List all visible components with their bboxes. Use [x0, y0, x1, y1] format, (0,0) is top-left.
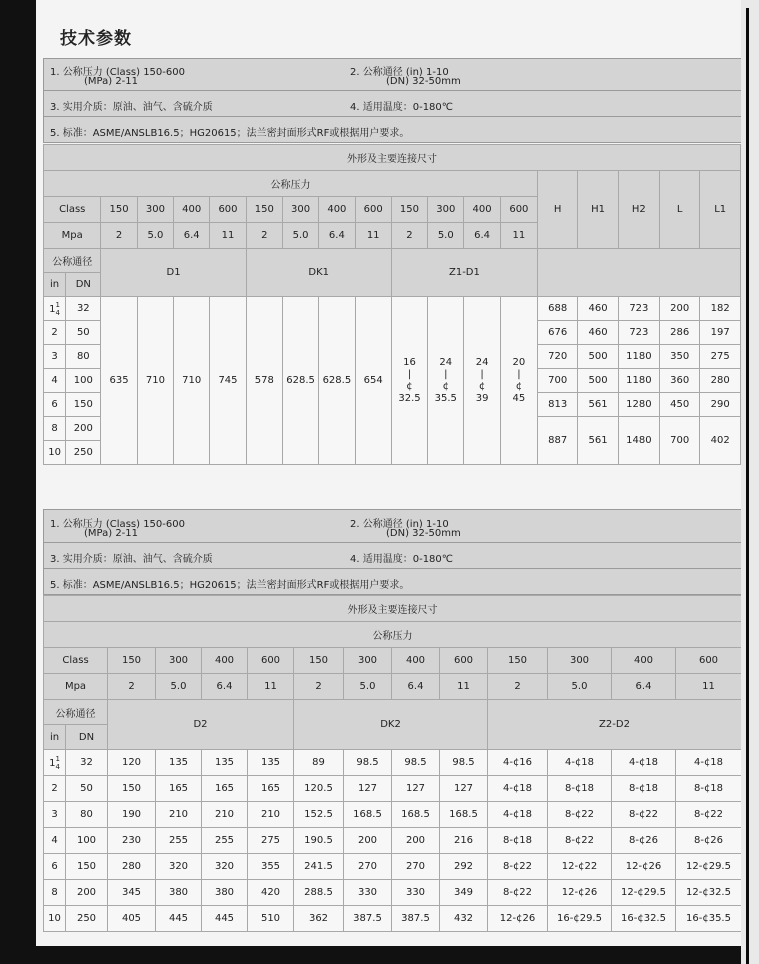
spec-block-1: [43, 58, 743, 143]
table2-mpa-cell: 2: [488, 674, 548, 700]
spec-row-standard: [44, 117, 742, 142]
table1-dn-cell: 150: [66, 393, 101, 417]
table2-class-label: Class: [44, 648, 108, 674]
table1-dim-cell: 1280: [618, 393, 659, 417]
table1-dim-cell: 500: [578, 345, 618, 369]
table2-value-cell: 380: [202, 880, 248, 906]
table-row: [44, 880, 742, 906]
table2-class-cell: 400: [612, 648, 676, 674]
table1-class-cell: 150: [391, 197, 427, 223]
table2-in-cell: 4: [44, 828, 66, 854]
table2-value-cell: 4-¢18: [548, 750, 612, 776]
spec-row-pressure: [44, 59, 742, 91]
table2-value-cell: 345: [108, 880, 156, 906]
z1-bar: |: [517, 368, 521, 380]
table2-value-cell: 255: [156, 828, 202, 854]
table-row: [44, 802, 742, 828]
table-row: [44, 750, 742, 776]
table2-class-cell: 600: [440, 648, 488, 674]
table2-dn-label: DN: [66, 725, 108, 750]
table-row: [44, 828, 742, 854]
table2-value-cell: 280: [108, 854, 156, 880]
table2-value-cell: 292: [440, 854, 488, 880]
table2-value-cell: 12-¢29.5: [612, 880, 676, 906]
table2-in-cell: 10: [44, 906, 66, 932]
table2-class-cell: 600: [676, 648, 742, 674]
table-row: [44, 776, 742, 802]
dimension-table-1: [43, 144, 741, 465]
table1-dim-cell: 561: [578, 417, 618, 465]
table-row: [44, 906, 742, 932]
table1-dim-cell: 200: [660, 297, 700, 321]
table1-in-cell: 6: [44, 393, 66, 417]
table2-value-cell: 8-¢26: [676, 828, 742, 854]
spec-row-standard: [44, 569, 742, 594]
table1-dim-cell: 700: [538, 369, 578, 393]
table2-mpa-cell: 5.0: [548, 674, 612, 700]
table2-value-cell: 12-¢32.5: [676, 880, 742, 906]
table1-dim-cell: 723: [618, 297, 659, 321]
table1-class-cell: 300: [282, 197, 318, 223]
spec-pressure: 1. 公称压力 (Class) 150-600: [50, 519, 185, 530]
table1-dim-cell: 1180: [618, 345, 659, 369]
table2-mpa-cell: 11: [440, 674, 488, 700]
table2-value-cell: 150: [108, 776, 156, 802]
table2-group-dk2: DK2: [294, 700, 488, 750]
spec-temp: 4. 适用温度：0-180℃: [350, 554, 454, 565]
table1-class-cell: 600: [210, 197, 246, 223]
table2-value-cell: 255: [202, 828, 248, 854]
table2-in-cell: 8: [44, 880, 66, 906]
table1-dn-label: DN: [66, 273, 101, 297]
table1-d1-cell: 710: [137, 297, 173, 465]
table2-value-cell: 387.5: [344, 906, 392, 932]
spec-pressure: 1. 公称压力 (Class) 150-600: [50, 67, 185, 78]
table2-in-cell: 11 4: [44, 750, 66, 776]
table2-value-cell: 16-¢35.5: [676, 906, 742, 932]
table2-value-cell: 241.5: [294, 854, 344, 880]
table2-value-cell: 4-¢18: [488, 776, 548, 802]
table1-dim-cell: 720: [538, 345, 578, 369]
table1-mpa-cell: 6.4: [174, 223, 210, 249]
table1-dk1-cell: 578: [246, 297, 282, 465]
table1-dim-cell: 676: [538, 321, 578, 345]
spec-diameter: 2. 公称通径 (in) 1-10: [350, 519, 449, 530]
table1-dk1-cell: 628.5: [319, 297, 355, 465]
table1-dn-cell: 200: [66, 417, 101, 441]
table2-dn-cell: 50: [66, 776, 108, 802]
spec-standard: 5. 标准：ASME/ANSLB16.5；HG20615；法兰密封面形式RF或根据用户要求。: [50, 128, 410, 139]
table2-mpa-cell: 6.4: [202, 674, 248, 700]
spec-row-media: [44, 91, 742, 117]
table2-value-cell: 168.5: [440, 802, 488, 828]
page-edge-line: [746, 8, 749, 964]
z1-bar: |: [480, 368, 484, 380]
table2-value-cell: 275: [248, 828, 294, 854]
table2-value-cell: 8-¢18: [612, 776, 676, 802]
table1-d1-cell: 710: [174, 297, 210, 465]
table2-class-cell: 400: [392, 648, 440, 674]
table2-value-cell: 16-¢29.5: [548, 906, 612, 932]
table2-mpa-cell: 2: [108, 674, 156, 700]
table1-dn-cell: 32: [66, 297, 101, 321]
table1-mpa-cell: 6.4: [464, 223, 500, 249]
table1-group-dk1: DK1: [246, 249, 391, 297]
table1-dim-cell: 360: [660, 369, 700, 393]
table2-value-cell: 135: [202, 750, 248, 776]
table2-value-cell: 8-¢18: [676, 776, 742, 802]
table2-value-cell: 330: [344, 880, 392, 906]
table1-h1-header: H1: [578, 171, 618, 249]
table2-mpa-cell: 11: [676, 674, 742, 700]
table2-value-cell: 210: [248, 802, 294, 828]
dimension-table-2: [43, 595, 742, 932]
table2-dn-cell: 100: [66, 828, 108, 854]
table2-value-cell: 190: [108, 802, 156, 828]
table2-value-cell: 8-¢22: [676, 802, 742, 828]
table1-dim-cell: 723: [618, 321, 659, 345]
table2-in-label: in: [44, 725, 66, 750]
table2-in-cell: 2: [44, 776, 66, 802]
table2-value-cell: 320: [156, 854, 202, 880]
table1-in-cell: 3: [44, 345, 66, 369]
table1-in-cell: 10: [44, 441, 66, 465]
table2-class-cell: 150: [108, 648, 156, 674]
table1-class-cell: 300: [137, 197, 173, 223]
table2-class-cell: 600: [248, 648, 294, 674]
table2-value-cell: 8-¢22: [612, 802, 676, 828]
table1-dim-cell: 280: [700, 369, 741, 393]
spec-pressure-mpa: (MPa) 2-11: [84, 528, 139, 539]
table2-value-cell: 4-¢18: [612, 750, 676, 776]
table1-dim-cell: 350: [660, 345, 700, 369]
table2-value-cell: 16-¢32.5: [612, 906, 676, 932]
z1-bar: |: [407, 368, 412, 380]
table1-class-cell: 600: [500, 197, 537, 223]
table1-dim-cell: 460: [578, 297, 618, 321]
table1-dim-cell: 290: [700, 393, 741, 417]
spec-row-pressure: [44, 510, 742, 543]
table2-value-cell: 445: [156, 906, 202, 932]
table1-dim-cell: 561: [578, 393, 618, 417]
table2-value-cell: 168.5: [344, 802, 392, 828]
table2-value-cell: 445: [202, 906, 248, 932]
table2-value-cell: 8-¢18: [548, 776, 612, 802]
z1-bottom: 45: [512, 392, 526, 404]
table2-value-cell: 510: [248, 906, 294, 932]
table1-class-cell: 150: [101, 197, 137, 223]
table1-in-cell: 11 4: [44, 297, 66, 321]
spec-diameter-dn: (DN) 32-50mm: [386, 76, 461, 87]
spec-temp: 4. 适用温度：0-180℃: [350, 102, 454, 113]
table2-value-cell: 8-¢22: [548, 802, 612, 828]
table2-value-cell: 12-¢26: [488, 906, 548, 932]
table2-value-cell: 380: [156, 880, 202, 906]
table1-z1-cell: [500, 297, 537, 465]
table2-value-cell: 362: [294, 906, 344, 932]
table1-mpa-cell: 2: [246, 223, 282, 249]
table2-value-cell: 405: [108, 906, 156, 932]
table2-value-cell: 98.5: [440, 750, 488, 776]
table1-dk1-cell: 654: [355, 297, 391, 465]
table1-d1-cell: 635: [101, 297, 137, 465]
table2-value-cell: 12-¢26: [548, 880, 612, 906]
table2-value-cell: 230: [108, 828, 156, 854]
table1-dim-cell: 887: [538, 417, 578, 465]
table1-pressure-label: 公称压力: [44, 171, 538, 197]
table2-value-cell: 355: [248, 854, 294, 880]
table2-value-cell: 135: [248, 750, 294, 776]
table2-value-cell: 8-¢18: [488, 828, 548, 854]
table1-class-cell: 400: [464, 197, 500, 223]
table1-dim-cell: 500: [578, 369, 618, 393]
table2-class-cell: 300: [548, 648, 612, 674]
table1-dn-cell: 50: [66, 321, 101, 345]
table1-d1-cell: 745: [210, 297, 246, 465]
table1-mpa-cell: 2: [101, 223, 137, 249]
table2-value-cell: 432: [440, 906, 488, 932]
table2-dn-cell: 200: [66, 880, 108, 906]
spec-media: 3. 实用介质：原油、油气、含硫介质: [50, 102, 213, 113]
spec-row-media: [44, 543, 742, 569]
table2-value-cell: 270: [344, 854, 392, 880]
table2-mpa-cell: 5.0: [344, 674, 392, 700]
table1-nominal-label: 公称通径: [44, 249, 101, 273]
table2-mpa-cell: 11: [248, 674, 294, 700]
table1-mpa-cell: 6.4: [319, 223, 355, 249]
z1-phi: ¢: [515, 380, 523, 392]
table2-value-cell: 210: [156, 802, 202, 828]
table1-dim-cell: 402: [700, 417, 741, 465]
table2-nominal-label: 公称通径: [44, 700, 108, 725]
table2-value-cell: 8-¢26: [612, 828, 676, 854]
table2-value-cell: 168.5: [392, 802, 440, 828]
table2-class-cell: 150: [294, 648, 344, 674]
table1-caption: 外形及主要连接尺寸: [44, 145, 741, 171]
table1-dn-cell: 80: [66, 345, 101, 369]
table2-value-cell: 420: [248, 880, 294, 906]
table2-mpa-cell: 2: [294, 674, 344, 700]
table2-dn-cell: 32: [66, 750, 108, 776]
table1-mpa-cell: 5.0: [282, 223, 318, 249]
table2-class-cell: 300: [344, 648, 392, 674]
spec-media: 3. 实用介质：原油、油气、含硫介质: [50, 554, 213, 565]
table2-value-cell: 288.5: [294, 880, 344, 906]
table2-value-cell: 200: [392, 828, 440, 854]
table2-value-cell: 165: [248, 776, 294, 802]
table1-dk1-cell: 628.5: [282, 297, 318, 465]
z1-phi: ¢: [478, 380, 486, 392]
table1-z1-cell: [464, 297, 500, 465]
table2-value-cell: 4-¢16: [488, 750, 548, 776]
table2-mpa-cell: 6.4: [612, 674, 676, 700]
z1-phi: ¢: [442, 380, 449, 392]
table1-dim-cell: 182: [700, 297, 741, 321]
table2-value-cell: 165: [202, 776, 248, 802]
table2-caption: 外形及主要连接尺寸: [44, 596, 742, 622]
table2-value-cell: 8-¢22: [548, 828, 612, 854]
table2-dn-cell: 150: [66, 854, 108, 880]
table2-mpa-cell: 5.0: [156, 674, 202, 700]
spec-pressure-mpa: (MPa) 2-11: [84, 76, 139, 87]
table1-mpa-cell: 2: [391, 223, 427, 249]
table1-mpa-cell: 11: [355, 223, 391, 249]
page-title: 技术参数: [60, 29, 132, 49]
table2-value-cell: 135: [156, 750, 202, 776]
table1-h2-header: H2: [618, 171, 659, 249]
table2-class-cell: 150: [488, 648, 548, 674]
table2-dn-cell: 80: [66, 802, 108, 828]
table1-mpa-label: Mpa: [44, 223, 101, 249]
table1-dim-cell: 450: [660, 393, 700, 417]
table2-value-cell: 270: [392, 854, 440, 880]
table2-value-cell: 8-¢22: [488, 880, 548, 906]
table2-value-cell: 190.5: [294, 828, 344, 854]
table2-body: [44, 750, 742, 932]
table1-dim-cell: 286: [660, 321, 700, 345]
table2-value-cell: 120.5: [294, 776, 344, 802]
table1-in-cell: 2: [44, 321, 66, 345]
table2-in-cell: 3: [44, 802, 66, 828]
z1-top: 24: [439, 356, 453, 368]
table2-value-cell: 12-¢26: [612, 854, 676, 880]
table2-value-cell: 4-¢18: [676, 750, 742, 776]
z1-top: 16: [403, 356, 416, 368]
table2-value-cell: 89: [294, 750, 344, 776]
table1-class-cell: 300: [428, 197, 464, 223]
table2-value-cell: 127: [440, 776, 488, 802]
table2-value-cell: 349: [440, 880, 488, 906]
table2-value-cell: 127: [344, 776, 392, 802]
table1-dim-cell: 275: [700, 345, 741, 369]
page-edge: [741, 0, 759, 964]
table1-l-header: L: [660, 171, 700, 249]
table1-class-cell: 400: [174, 197, 210, 223]
table2-dn-cell: 250: [66, 906, 108, 932]
table2-value-cell: 98.5: [344, 750, 392, 776]
table2-value-cell: 152.5: [294, 802, 344, 828]
table1-mpa-cell: 5.0: [137, 223, 173, 249]
z1-phi: ¢: [406, 380, 413, 392]
table1-dim-cell: 688: [538, 297, 578, 321]
table2-value-cell: 4-¢18: [488, 802, 548, 828]
table1-z1-cell: [391, 297, 427, 465]
table2-value-cell: 120: [108, 750, 156, 776]
table1-group-d1: D1: [101, 249, 246, 297]
table-row: [44, 854, 742, 880]
spec-diameter: 2. 公称通径 (in) 1-10: [350, 67, 449, 78]
spec-block-2: [43, 509, 743, 595]
table2-group-z2d2: Z2-D2: [488, 700, 742, 750]
spec-standard: 5. 标准：ASME/ANSLB16.5；HG20615；法兰密封面形式RF或根据用户要求。: [50, 580, 410, 591]
table1-group-z1d1: Z1-D1: [391, 249, 537, 297]
z1-bottom: 35.5: [434, 392, 457, 404]
z1-bar: |: [444, 368, 448, 380]
table1-dn-cell: 100: [66, 369, 101, 393]
table1-dim-cell: 700: [660, 417, 700, 465]
table2-mpa-cell: 6.4: [392, 674, 440, 700]
table2-value-cell: 12-¢29.5: [676, 854, 742, 880]
table2-in-cell: 6: [44, 854, 66, 880]
table2-value-cell: 12-¢22: [548, 854, 612, 880]
table2-mpa-label: Mpa: [44, 674, 108, 700]
table1-dim-spacer: [538, 249, 741, 297]
table1-in-cell: 8: [44, 417, 66, 441]
table2-value-cell: 210: [202, 802, 248, 828]
table1-class-cell: 150: [246, 197, 282, 223]
table1-mpa-cell: 5.0: [428, 223, 464, 249]
table1-dn-cell: 250: [66, 441, 101, 465]
table1-in-label: in: [44, 273, 66, 297]
table2-value-cell: 216: [440, 828, 488, 854]
table2-class-cell: 400: [202, 648, 248, 674]
table1-l1-header: L1: [700, 171, 741, 249]
table2-value-cell: 200: [344, 828, 392, 854]
table2-group-d2: D2: [108, 700, 294, 750]
z1-top: 24: [475, 356, 489, 368]
table2-value-cell: 8-¢22: [488, 854, 548, 880]
table2-value-cell: 320: [202, 854, 248, 880]
table1-mpa-cell: 11: [500, 223, 537, 249]
table1-z1-cell: [428, 297, 464, 465]
table2-value-cell: 330: [392, 880, 440, 906]
z1-bottom: 32.5: [398, 392, 421, 404]
table1-class-label: Class: [44, 197, 101, 223]
table1-class-cell: 400: [319, 197, 355, 223]
table1-in-cell: 4: [44, 369, 66, 393]
spec-diameter-dn: (DN) 32-50mm: [386, 528, 461, 539]
table1-dim-cell: 813: [538, 393, 578, 417]
table2-value-cell: 387.5: [392, 906, 440, 932]
table1-dim-cell: 197: [700, 321, 741, 345]
z1-bottom: 39: [475, 392, 489, 404]
table1-dim-cell: 1180: [618, 369, 659, 393]
table2-value-cell: 127: [392, 776, 440, 802]
document-page: [36, 0, 741, 946]
table1-dim-cell: 460: [578, 321, 618, 345]
table2-value-cell: 98.5: [392, 750, 440, 776]
table1-class-cell: 600: [355, 197, 391, 223]
z1-top: 20: [512, 356, 526, 368]
table1-mpa-cell: 11: [210, 223, 246, 249]
table2-pressure-label: 公称压力: [44, 622, 742, 648]
table2-class-cell: 300: [156, 648, 202, 674]
table1-h-header: H: [538, 171, 578, 249]
table2-value-cell: 165: [156, 776, 202, 802]
table1-dim-cell: 1480: [618, 417, 659, 465]
